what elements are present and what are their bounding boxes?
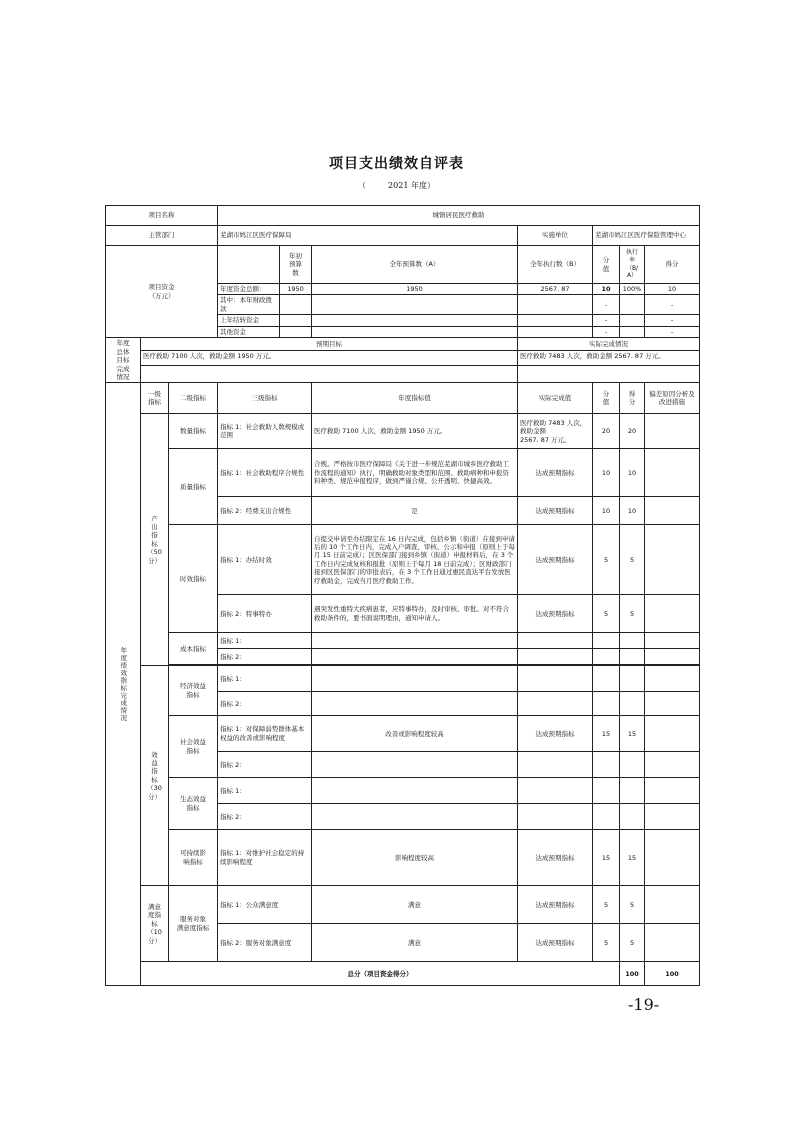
- perf-actual-header: 实际完成值: [518, 383, 593, 414]
- ecological-ind2-target: [312, 804, 518, 830]
- quality-ind1: 指标 1：社会救助程序合规性: [218, 449, 312, 497]
- quality-ind1-score: 10: [620, 449, 645, 497]
- project-name-label: 项目名称: [106, 206, 218, 226]
- funds-other-initial: [280, 326, 312, 337]
- cost-ind1: 指标 1：: [218, 633, 312, 649]
- social-indicator-label: 社会效益 指标: [169, 716, 218, 778]
- funds-label: 项目资金 （万元）: [106, 246, 218, 338]
- economic-ind2-score: [620, 692, 645, 716]
- quality-ind1-target: 合规。严格按市医疗保障局《关于进一步规范芜湖市城乡医疗救助工作流程的通知》执行，明确救助对象类型和范围、救助病种和申报资料种类、规范申报程序，做到严谨合规、公开透明、快捷高效。: [312, 449, 518, 497]
- timeliness-indicator-label: 时效指标: [169, 525, 218, 633]
- funds-other-rate: [620, 326, 645, 337]
- cost-ind2: 指标 2：: [218, 649, 312, 665]
- perf-target-header: 年度指标值: [312, 383, 518, 414]
- timeliness-ind2-reason: [645, 595, 700, 633]
- economic-ind1: 指标 1：: [218, 666, 312, 692]
- cost-ind2-weight: [593, 649, 620, 665]
- sustainable-ind1-reason: [645, 830, 700, 886]
- cost-ind1-actual: [518, 633, 593, 649]
- satisfaction-indicator-label: 满意 度指 标 （10 分）: [141, 886, 169, 962]
- quantity-ind1-weight: 20: [593, 414, 620, 449]
- goals-expected-blank: [141, 365, 518, 383]
- perf-l1-header: 一级 指标: [141, 383, 169, 414]
- service-ind2: 指标 2：服务对象满意度: [218, 924, 312, 962]
- funds-carryover-score: -: [645, 315, 700, 326]
- ecological-ind1-weight: [593, 778, 620, 804]
- service-ind2-target: 满意: [312, 924, 518, 962]
- ecological-ind2-score: [620, 804, 645, 830]
- cost-indicator-label: 成本指标: [169, 633, 218, 665]
- social-ind1-target: 改善或影响程度较高: [312, 716, 518, 752]
- funds-fiscal-weight: -: [593, 295, 620, 315]
- service-ind2-reason: [645, 924, 700, 962]
- unit-label: 实施单位: [518, 226, 593, 246]
- timeliness-ind2-actual: 达成预期指标: [518, 595, 593, 633]
- goals-actual-value: 医疗救助 7483 人次，救助金额 2567. 87 万元。: [518, 350, 700, 365]
- economic-ind2-target: [312, 692, 518, 716]
- cost-ind1-target: [312, 633, 518, 649]
- funds-fiscal-label: 其中：本年财政拨款: [218, 295, 280, 315]
- economic-ind1-score: [620, 666, 645, 692]
- quantity-ind1-reason: [645, 414, 700, 449]
- social-ind2-target: [312, 752, 518, 778]
- funds-fiscal-rate: [620, 295, 645, 315]
- economic-ind1-actual: [518, 666, 593, 692]
- service-ind1: 指标 1：公众满意度: [218, 886, 312, 924]
- year-text: 2021 年度）: [388, 181, 435, 190]
- perf-side-label: 年度绩效指标完成情况: [106, 383, 141, 986]
- service-ind2-weight: 5: [593, 924, 620, 962]
- funds-other-weight: -: [593, 326, 620, 337]
- funds-other-label: 其他资金: [218, 326, 280, 337]
- cost-ind1-weight: [593, 633, 620, 649]
- quality-ind2-target: 是: [312, 497, 518, 525]
- economic-indicator-label: 经济效益 指标: [169, 666, 218, 716]
- funds-total-exec: 2567. 87: [518, 284, 593, 295]
- economic-ind2-reason: [645, 692, 700, 716]
- timeliness-ind1: 指标 1：办结时效: [218, 525, 312, 595]
- quality-ind1-reason: [645, 449, 700, 497]
- quality-ind1-weight: 10: [593, 449, 620, 497]
- cost-ind1-reason: [645, 633, 700, 649]
- timeliness-ind1-reason: [645, 525, 700, 595]
- ecological-ind2-weight: [593, 804, 620, 830]
- timeliness-ind2-weight: 5: [593, 595, 620, 633]
- funds-other-score: -: [645, 326, 700, 337]
- funds-fiscal-initial: [280, 295, 312, 315]
- quantity-ind1: 指标 1：社会救助人数规模或范围: [218, 414, 312, 449]
- ecological-ind1-reason: [645, 778, 700, 804]
- total-score: 100: [645, 962, 700, 986]
- service-ind1-weight: 5: [593, 886, 620, 924]
- funds-fiscal-score: -: [645, 295, 700, 315]
- funds-fiscal-annual: [312, 295, 518, 315]
- perf-l2-header: 二级指标: [169, 383, 218, 414]
- page-number: -19-: [628, 995, 660, 1014]
- cost-ind2-actual: [518, 649, 593, 665]
- funds-carryover-rate: [620, 315, 645, 326]
- ecological-ind2-actual: [518, 804, 593, 830]
- quantity-ind1-score: 20: [620, 414, 645, 449]
- ecological-indicator-label: 生态效益 指标: [169, 778, 218, 830]
- perf-score-header: 得 分: [620, 383, 645, 414]
- funds-other-exec: [518, 326, 593, 337]
- ecological-ind1-actual: [518, 778, 593, 804]
- sustainable-indicator-label: 可持续影 响指标: [169, 830, 218, 886]
- funds-fiscal-exec: [518, 295, 593, 315]
- sustainable-ind1-target: 影响程度较高: [312, 830, 518, 886]
- benefit-indicator-label: 效 益 指 标 （30 分）: [141, 666, 169, 886]
- economic-ind1-reason: [645, 666, 700, 692]
- social-ind1-actual: 达成预期指标: [518, 716, 593, 752]
- quality-ind2: 指标 2：经费支出合规性: [218, 497, 312, 525]
- ecological-ind1-score: [620, 778, 645, 804]
- dept-value: 芜湖市鸠江区医疗保障局: [218, 226, 518, 246]
- funds-blank-header: [218, 246, 280, 284]
- funds-exec-header: 全年执行数（B）: [518, 246, 593, 284]
- funds-total-annual: 1950: [312, 284, 518, 295]
- timeliness-ind1-score: 5: [620, 525, 645, 595]
- ecological-ind1-target: [312, 778, 518, 804]
- funds-total-label: 年度资金总额：: [218, 284, 280, 295]
- sustainable-ind1-actual: 达成预期指标: [518, 830, 593, 886]
- perf-l3-header: 三级指标: [218, 383, 312, 414]
- year-line: [0, 180, 793, 191]
- service-ind1-actual: 达成预期指标: [518, 886, 593, 924]
- funds-carryover-annual: [312, 315, 518, 326]
- economic-ind2: 指标 2：: [218, 692, 312, 716]
- service-ind2-score: 5: [620, 924, 645, 962]
- social-ind1: 指标 1：对保障弱势群体基本权益的改善或影响程度: [218, 716, 312, 752]
- funds-total-initial: 1950: [280, 284, 312, 295]
- funds-annual-header: 全年预算数（A）: [312, 246, 518, 284]
- service-ind1-target: 满意: [312, 886, 518, 924]
- self-evaluation-table: [105, 205, 700, 986]
- funds-weight-header: 分 值: [593, 246, 620, 284]
- goals-actual-blank: [518, 365, 700, 383]
- service-ind1-reason: [645, 886, 700, 924]
- year-open-paren: （: [358, 181, 367, 190]
- timeliness-ind1-target: 自提交申请至办结限定在 16 日内完成，包括乡镇（街道）在接到申请后的 10 个工作日内，完成入户调查、审核、公示和申报（原则上于每月 15 日前完成）；区医保部门接到乡镇（街道）申报材料后，在 3 个工作日内完成复核和报批（原则上于每月 18 日前完成）；区财政部门接到区医保部门的审批表后，在 3 个工作日通过惠民直达平台发放医疗救助金，完成当月医疗救助工作。: [312, 525, 518, 595]
- funds-initial-header: 年初 预算 数: [280, 246, 312, 284]
- quality-ind2-weight: 10: [593, 497, 620, 525]
- quantity-indicator-label: 数量指标: [169, 414, 218, 449]
- timeliness-ind1-actual: 达成预期指标: [518, 525, 593, 595]
- social-ind2-actual: [518, 752, 593, 778]
- funds-carryover-label: 上年结转资金: [218, 315, 280, 326]
- timeliness-ind2: 指标 2：特事特办: [218, 595, 312, 633]
- dept-label: 主管部门: [106, 226, 218, 246]
- quality-ind2-reason: [645, 497, 700, 525]
- economic-ind2-weight: [593, 692, 620, 716]
- sustainable-ind1: 指标 1：对维护社会稳定的持续影响程度: [218, 830, 312, 886]
- timeliness-ind1-weight: 5: [593, 525, 620, 595]
- ecological-ind2-reason: [645, 804, 700, 830]
- project-name-value: 城镇居民医疗救助: [218, 206, 700, 226]
- perf-weight-header: 分 值: [593, 383, 620, 414]
- cost-ind2-target: [312, 649, 518, 665]
- output-indicator-label: 产 出 指 标 （50 分）: [141, 414, 169, 666]
- total-weight: 100: [620, 962, 645, 986]
- economic-ind2-actual: [518, 692, 593, 716]
- funds-carryover-weight: -: [593, 315, 620, 326]
- quality-indicator-label: 质量指标: [169, 449, 218, 525]
- timeliness-ind2-target: 遇突发性重特大疾病患者，应特事特办，及时审核、审批。对不符合救助条件的，要书面说明理由，通知申请人。: [312, 595, 518, 633]
- funds-total-rate: 100%: [620, 284, 645, 295]
- social-ind1-weight: 15: [593, 716, 620, 752]
- funds-other-annual: [312, 326, 518, 337]
- goals-expected-header: 预期目标: [141, 338, 518, 351]
- funds-rate-header: 执行 率 （B/ A）: [620, 246, 645, 284]
- social-ind2-score: [620, 752, 645, 778]
- ecological-ind1: 指标 1：: [218, 778, 312, 804]
- service-indicator-label: 服务对象 满意度指标: [169, 886, 218, 962]
- goals-label: 年度 总体 目标 完成 情况: [106, 338, 141, 383]
- quantity-ind1-actual: 医疗救助 7483 人次，救助金额 2567. 87 万元。: [518, 414, 593, 449]
- funds-score-header: 得分: [645, 246, 700, 284]
- economic-ind1-weight: [593, 666, 620, 692]
- ecological-ind2: 指标 2：: [218, 804, 312, 830]
- funds-carryover-initial: [280, 315, 312, 326]
- funds-carryover-exec: [518, 315, 593, 326]
- quantity-ind1-target: 医疗救助 7100 人次，救助金额 1950 万元。: [312, 414, 518, 449]
- social-ind2-weight: [593, 752, 620, 778]
- social-ind2: 指标 2：: [218, 752, 312, 778]
- sustainable-ind1-weight: 15: [593, 830, 620, 886]
- social-ind1-score: 15: [620, 716, 645, 752]
- service-ind1-score: 5: [620, 886, 645, 924]
- funds-total-score: 10: [645, 284, 700, 295]
- perf-reason-header: 偏差原因分析及 改进措施: [645, 383, 700, 414]
- total-label: 总分（项目资金得分）: [141, 962, 620, 986]
- timeliness-ind2-score: 5: [620, 595, 645, 633]
- page-title: 项目支出绩效自评表: [329, 156, 464, 172]
- social-ind1-reason: [645, 716, 700, 752]
- economic-ind1-target: [312, 666, 518, 692]
- funds-total-weight: 10: [593, 284, 620, 295]
- unit-value: 芜湖市鸠江区医疗保险管理中心: [593, 226, 700, 246]
- social-ind2-reason: [645, 752, 700, 778]
- quality-ind2-actual: 达成预期指标: [518, 497, 593, 525]
- sustainable-ind1-score: 15: [620, 830, 645, 886]
- quality-ind1-actual: 达成预期指标: [518, 449, 593, 497]
- goals-actual-header: 实际完成情况: [518, 338, 700, 351]
- quality-ind2-score: 10: [620, 497, 645, 525]
- cost-ind2-score: [620, 649, 645, 665]
- goals-expected-value: 医疗救助 7100 人次，救助金额 1950 万元。: [141, 350, 518, 365]
- cost-ind2-reason: [645, 649, 700, 665]
- service-ind2-actual: 达成预期指标: [518, 924, 593, 962]
- cost-ind1-score: [620, 633, 645, 649]
